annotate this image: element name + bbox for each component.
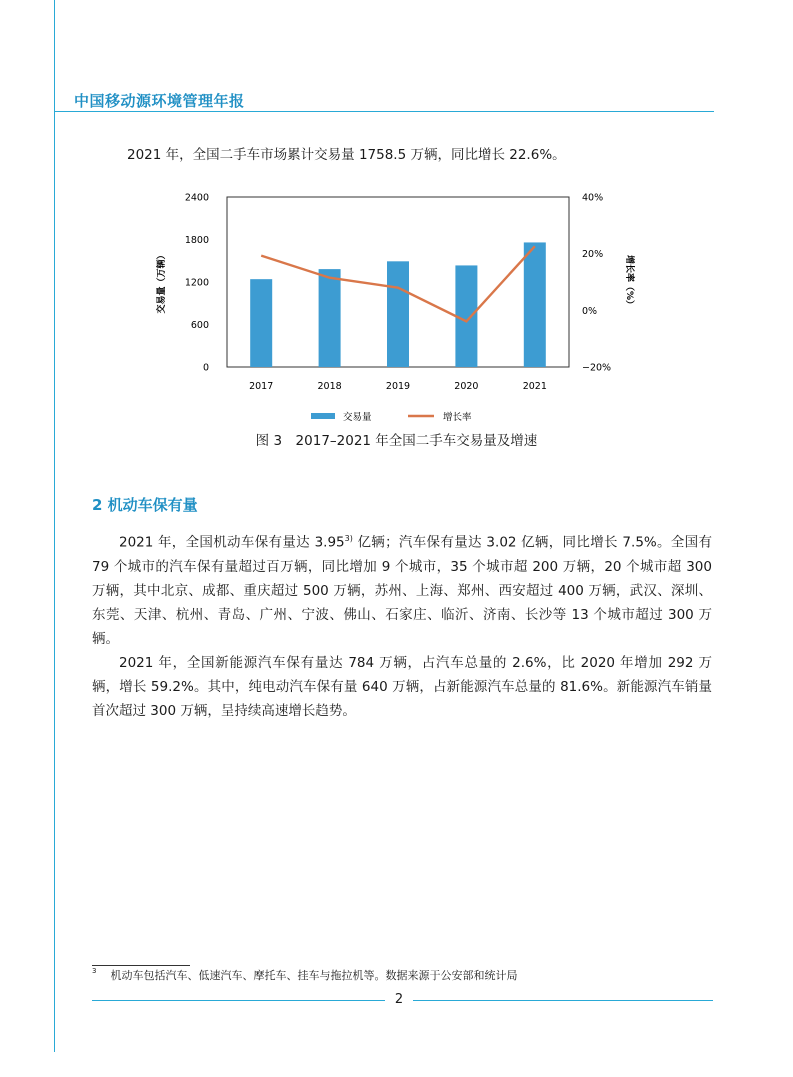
footer-rule-right — [413, 1000, 713, 1001]
left-axis-label: 交易量（万辆） — [157, 250, 167, 314]
paragraph-1 — [92, 527, 712, 651]
x-tick-label: 2017 — [249, 381, 274, 392]
footnote-ref: 3) — [344, 534, 353, 543]
footer-rule-left — [92, 1000, 385, 1001]
page-number: 2 — [394, 992, 404, 1007]
x-tick-label: 2018 — [317, 381, 342, 392]
x-tick-label: 2020 — [454, 381, 479, 392]
left-tick-label: 0 — [202, 362, 209, 374]
header-rule — [54, 111, 714, 112]
right-axis-ticks — [582, 193, 611, 374]
bar-2020 — [455, 265, 477, 367]
bar-2021 — [524, 242, 546, 367]
figure-caption: 图 3 2017–2021 年全国二手车交易量及增速 — [255, 433, 538, 449]
section-heading: 2 机动车保有量 — [92, 496, 198, 514]
paragraph-1-start: 2021 年，全国机动车保有量达 3.95 — [119, 534, 345, 551]
paragraph-1-rest: 亿辆；汽车保有量达 3.02 亿辆，同比增长 7.5%。全国有 79 个城市的汽车保有量超过百万辆，同比增加 9 个城市，35 个城市超 200 万辆，20 个城市超 300 万辆，其中北京、成都、重庆超过 500 万辆，苏州、上海、郑州、西安超过 400 万辆，武汉、深圳、东莞、天津、杭州、青岛、广州、宁波、佛山、石家庄、临沂、济南、长沙等 13 个城市超过 300 万辆。 — [92, 534, 713, 647]
bar-2019 — [387, 261, 409, 367]
used-car-transaction-chart — [150, 185, 634, 430]
right-axis-label: 增长率（%） — [624, 254, 634, 310]
body-text — [92, 527, 712, 723]
right-tick-label: −20% — [582, 362, 612, 374]
left-tick-label: 1800 — [184, 235, 209, 246]
x-tick-label: 2021 — [522, 381, 547, 392]
left-tick-label: 2400 — [184, 192, 209, 204]
left-axis-ticks — [185, 193, 209, 374]
left-tick-label: 600 — [190, 320, 209, 331]
running-header-title: 中国移动源环境管理年报 — [74, 92, 245, 110]
legend-bar-label: 交易量 — [343, 412, 372, 423]
footnote-mark: 3 — [92, 967, 97, 975]
footnote-text: 机动车包括汽车、低速汽车、摩托车、挂车与拖拉机等。数据来源于公安部和统计局 — [110, 969, 518, 982]
legend-bar-swatch — [311, 413, 335, 419]
footnote-rule — [92, 965, 190, 966]
left-margin-rule — [54, 0, 55, 1052]
left-tick-label: 1200 — [184, 277, 209, 289]
x-tick-label: 2019 — [385, 381, 411, 392]
chart-legend — [311, 411, 472, 423]
bar-2017 — [250, 279, 272, 367]
legend-line-label: 增长率 — [443, 412, 472, 423]
paragraph-2: 2021 年，全国新能源汽车保有量达 784 万辆，占汽车总量的 2.6%，比 2020 年增加 292 万辆，增长 59.2%。其中，纯电动汽车保有量 640 万辆，占新能源汽车总量的 81.6%。新能源汽车销量首次超过 300 万辆，呈持续高速增长趋势。 — [92, 654, 712, 719]
bar-2018 — [319, 269, 341, 367]
footnote — [92, 967, 517, 983]
x-axis-ticks — [249, 381, 547, 392]
right-tick-label: 40% — [582, 192, 604, 204]
bar-series — [250, 242, 546, 367]
right-tick-label: 0% — [582, 305, 598, 317]
intro-sentence: 2021 年，全国二手车市场累计交易量 1758.5 万辆，同比增长 22.6%。 — [127, 147, 566, 163]
right-tick-label: 20% — [582, 249, 604, 261]
